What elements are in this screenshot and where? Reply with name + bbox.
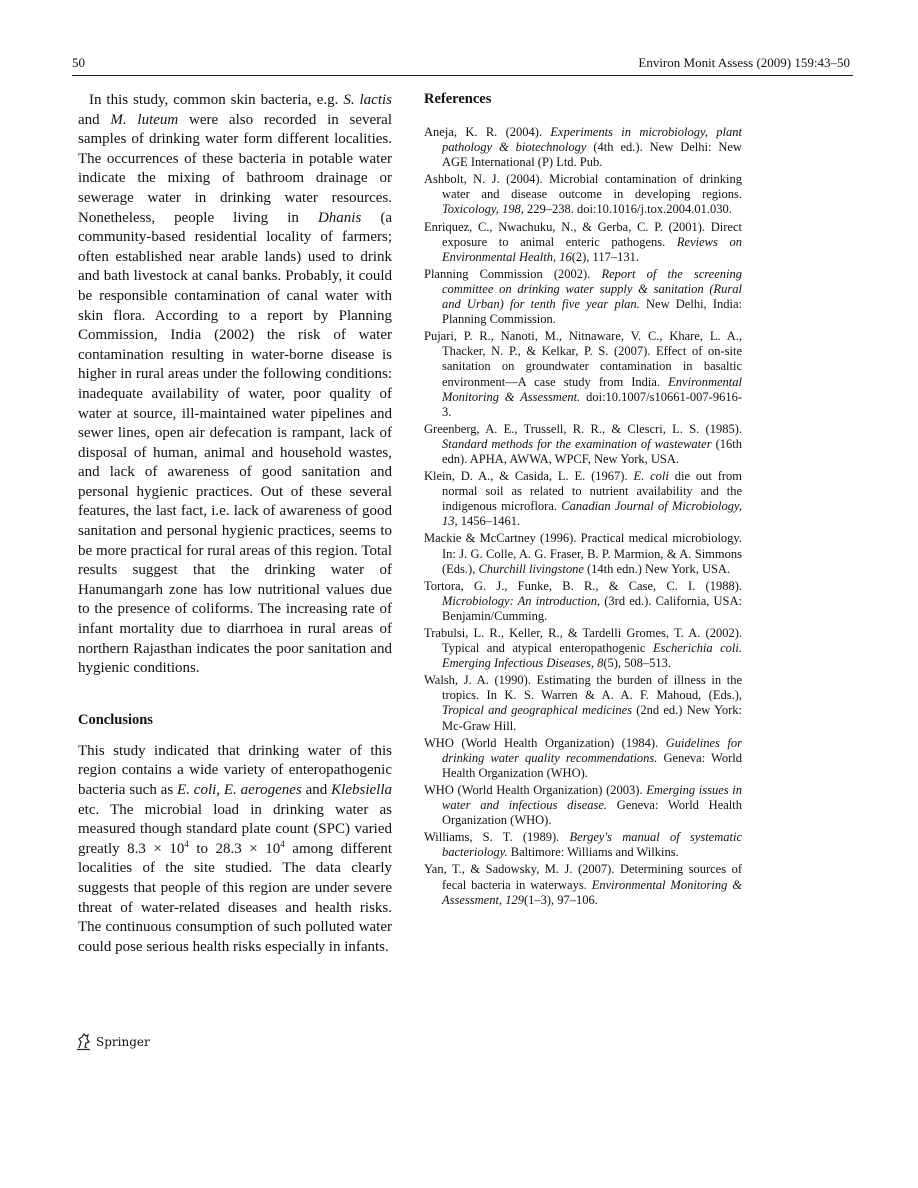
springer-logo <box>76 1033 150 1051</box>
conclusions-heading: Conclusions <box>78 711 153 728</box>
reference-item: Yan, T., & Sadowsky, M. J. (2007). Determining sources of fecal bacteria in waterways. Environmental Monitoring & Assessment, 129(1–3), 97–106. <box>424 862 742 907</box>
journal-citation: Environ Monit Assess (2009) 159:43–50 <box>638 55 850 70</box>
reference-item: Ashbolt, N. J. (2004). Microbial contamination of drinking water and disease outcome in developing regions. Toxicology, 198, 229–238. doi:10.1016/j.tox.2004.01.030. <box>424 172 742 217</box>
reference-item: Enriquez, C., Nwachuku, N., & Gerba, C. P. (2001). Direct exposure to animal enteric pathogens. Reviews on Environmental Health, 16(2), 117–131. <box>424 219 742 264</box>
conclusions-paragraph: This study indicated that drinking water of this region contains a wide variety of enteropathogenic bacteria such as E. coli, E. aerogenes and Klebsiella etc. The microbial load in drinking water as measured though standard plate count (SPC) varied greatly $8.3 \times 10^4$ to $28.3 \times 10^4$ among different localities of the site studied. The data clearly suggests that people of this region are under severe threat of water-related diseases and health risks. The continuous consumption of such polluted water could pose serious health risks especially in infants. <box>78 742 392 955</box>
reference-item: Pujari, P. R., Nanoti, M., Nitnaware, V. C., Khare, L. A., Thacker, N. P., & Kelkar, P. S. (2007). Effect of on-site sanitation on groundwater contamination in basaltic environment—A case study from India. Environmental Monitoring & Assessment. doi:10.1007/s10661-007-9616-3. <box>424 329 742 419</box>
page-number: 50 <box>72 55 85 70</box>
running-header <box>72 53 853 76</box>
reference-item: Tortora, G. J., Funke, B. R., & Case, C. I. (1988). Microbiology: An introduction, (3rd ed.). California, USA: Benjamin/Cumming. <box>424 578 742 623</box>
right-column <box>424 91 742 910</box>
publisher-name: Springer <box>96 1035 150 1049</box>
body-paragraph: In this study, common skin bacteria, e.g. S. lactis and M. luteum were also recorded in several samples of drinking water form different localities. The occurrences of these bacteria in potable water indicate the mixing of bathroom drainage or sewerage water in drinking water resources. Nonetheless, people living in Dhanis (a community-based residential locality of farmers; often established near arable lands) used to drink and bath livestock at canal banks. Probably, it could be responsible contamination of canal water with skin flora. According to a report by Planning Commission, India (2002) the risk of water contamination resulting in water-borne disease is higher in rural areas under the following conditions: inadequate availability of water, poor quality of water at source, ill-maintained water pipelines and sewer lines, open air defecation is rampant, lack of disposal of human, animal and household wastes, and lack of awareness of good sanitation and personal hygienic practices. Out of these several features, the last fact, i.e. lack of awareness of good sanitation and personal hygienic practices, seems to be more practical for rural areas of this region. Total results suggest that the drinking water of Hanumangarh zone has low nutritional values due to the presence of coliforms. The increasing rate of infant mortality due to diarrhoea in rural areas of northern Rajasthan indicates the poor sanitation and hygienic conditions. <box>78 92 393 677</box>
left-column <box>78 91 392 957</box>
reference-item: Planning Commission (2002). Report of the screening committee on drinking water supply & sanitation (Rural and Urban) for tenth five year plan. New Delhi, India: Planning Commission. <box>424 266 742 327</box>
reference-item: Trabulsi, L. R., Keller, R., & Tardelli Gromes, T. A. (2002). Typical and atypical enteropathogenic Escherichia coli. Emerging Infectious Diseases, 8(5), 508–513. <box>424 626 742 671</box>
reference-item: WHO (World Health Organization) (2003). Emerging issues in water and infectious disease. Geneva: World Health Organization (WHO). <box>424 782 743 828</box>
reference-item: Mackie & McCartney (1996). Practical medical microbiology. In: J. G. Colle, A. G. Fraser, B. P. Marmion, & A. Simmons (Eds.), Churchill livingstone (14th edn.) New York, USA. <box>424 531 742 576</box>
reference-list <box>424 125 742 908</box>
springer-horse-icon <box>76 1033 92 1051</box>
reference-item: Klein, D. A., & Casida, L. E. (1967). E. coli die out from normal soil as related to nutrient availability and the indigenous microflora. Canadian Journal of Microbiology, 13, 1456–1461. <box>424 469 742 529</box>
reference-item: Williams, S. T. (1989). Bergey's manual of systematic bacteriology. Baltimore: Williams and Wilkins. <box>424 830 742 860</box>
reference-item: Greenberg, A. E., Trussell, R. R., & Clescri, L. S. (1985). Standard methods for the examination of wastewater (16th edn). APHA, AWWA, WPCF, New York, USA. <box>424 421 742 466</box>
reference-item: Walsh, J. A. (1990). Estimating the burden of illness in the tropics. In K. S. Warren & A. A. F. Mahoud, (Eds.), Tropical and geographical medicines (2nd ed.) New York: Mc-Graw Hill. <box>424 673 742 733</box>
reference-item: Aneja, K. R. (2004). Experiments in microbiology, plant pathology & biotechnology (4th ed.). New Delhi: New AGE International (P) Ltd. Pub. <box>424 125 742 170</box>
reference-item: WHO (World Health Organization) (1984). Guidelines for drinking water quality recommendations. Geneva: World Health Organization (WHO). <box>424 735 743 780</box>
references-heading: References <box>424 91 492 107</box>
